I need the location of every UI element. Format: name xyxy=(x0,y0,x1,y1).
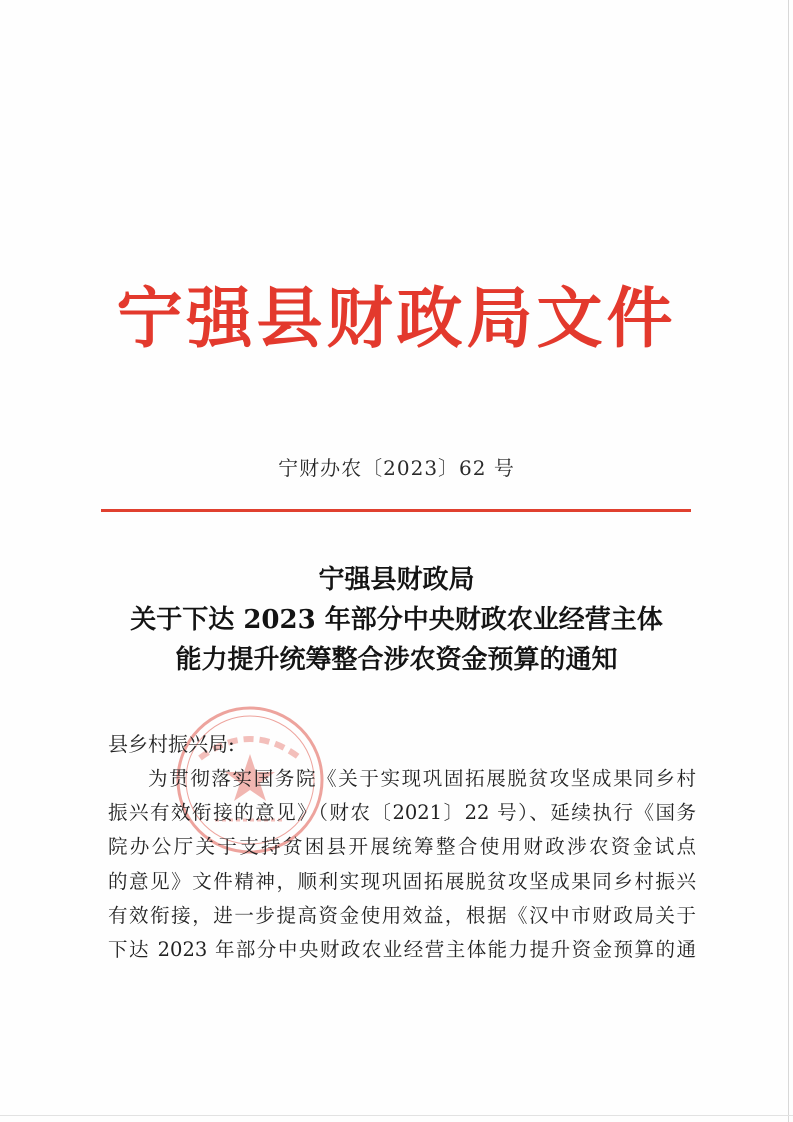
document-number: 宁财办农〔2023〕62 号 xyxy=(278,456,515,480)
masthead-title: 宁强县财政局文件 xyxy=(116,279,677,357)
body-line: 院办公厅关于支持贫困县开展统筹整合使用财政涉农资金试点 xyxy=(108,835,696,859)
scan-edge-right xyxy=(788,0,789,1122)
title-line-issuer: 宁强县财政局 xyxy=(318,565,475,595)
title-line-subject-2: 能力提升统筹整合涉农资金预算的通知 xyxy=(175,645,618,675)
body-line: 下达 2023 年部分中央财政农业经营主体能力提升资金预算的通 xyxy=(108,938,696,962)
body-line: 的意见》文件精神，顺利实现巩固拓展脱贫攻坚成果同乡村振兴 xyxy=(108,869,696,893)
body-line: 为贯彻落实国务院《关于实现巩固拓展脱贫攻坚成果同乡村 xyxy=(148,767,696,790)
body-line: 有效衔接，进一步提高资金使用效益，根据《汉中市财政局关于 xyxy=(108,903,696,927)
salutation: 县乡村振兴局: xyxy=(108,732,235,756)
body-line: 振兴有效衔接的意见》（财农〔2021〕22 号）、延续执行《国务 xyxy=(108,801,696,825)
body-paragraph xyxy=(108,762,696,967)
scan-edge-bottom xyxy=(0,1115,793,1116)
title-line-subject-1: 关于下达 2023 年部分中央财政农业经营主体 xyxy=(130,605,663,635)
notice-title xyxy=(0,560,793,680)
red-separator-line xyxy=(101,509,691,512)
